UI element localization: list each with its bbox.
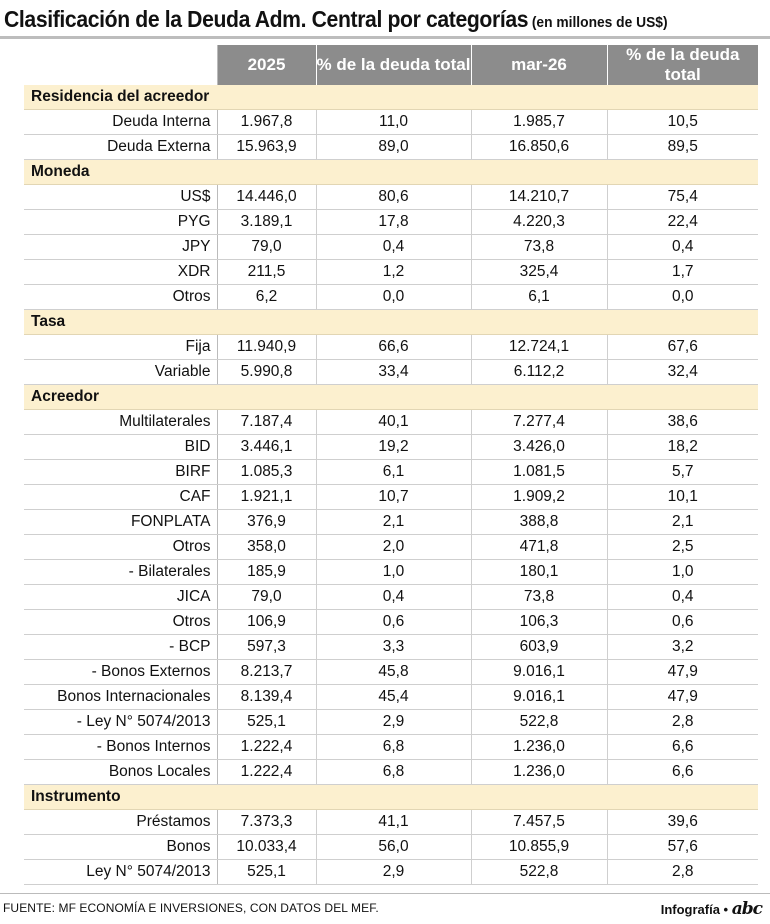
table-cell: 6,6: [607, 735, 758, 760]
table-cell: 38,6: [607, 410, 758, 435]
section-heading: Acreedor: [24, 385, 758, 410]
row-label: Ley N° 5074/2013: [24, 860, 217, 885]
title-text: Clasificación de la Deuda Adm. Central por categorías: [4, 6, 529, 32]
title-divider: [0, 36, 770, 39]
table-cell: 12.724,1: [471, 335, 607, 360]
debt-table: [24, 45, 758, 885]
table-row: [24, 110, 758, 135]
credit: [661, 899, 762, 919]
table-cell: 211,5: [217, 260, 316, 285]
table-row: [24, 710, 758, 735]
table-cell: 4.220,3: [471, 210, 607, 235]
table-cell: 18,2: [607, 435, 758, 460]
table-cell: 1.909,2: [471, 485, 607, 510]
table-row: [24, 760, 758, 785]
table-cell: 1.222,4: [217, 735, 316, 760]
section-heading: Residencia del acreedor: [24, 85, 758, 110]
abc-logo: abc: [731, 899, 762, 919]
row-label: Bonos Locales: [24, 760, 217, 785]
table-cell: 6,1: [471, 285, 607, 310]
row-label: Variable: [24, 360, 217, 385]
table-cell: 10.033,4: [217, 835, 316, 860]
table-cell: 10,5: [607, 110, 758, 135]
table-cell: 8.139,4: [217, 685, 316, 710]
source-note: FUENTE: MF ECONOMÍA E INVERSIONES, CON DATOS DEL MEF.: [3, 901, 379, 915]
table-cell: 15.963,9: [217, 135, 316, 160]
table-cell: 522,8: [471, 710, 607, 735]
table-row: [24, 635, 758, 660]
table-cell: 1.985,7: [471, 110, 607, 135]
footer-divider: [0, 893, 770, 894]
footer: [0, 893, 770, 924]
table-cell: 0,0: [607, 285, 758, 310]
subtitle: (en millones de US$): [531, 14, 668, 31]
table-cell: 11,0: [316, 110, 471, 135]
table-cell: 89,5: [607, 135, 758, 160]
row-label: Deuda Externa: [24, 135, 217, 160]
table-cell: 325,4: [471, 260, 607, 285]
row-label: JICA: [24, 585, 217, 610]
row-label: Bonos: [24, 835, 217, 860]
table-cell: 3.189,1: [217, 210, 316, 235]
table-cell: 0,4: [316, 585, 471, 610]
table-row: [24, 410, 758, 435]
row-label: - Bonos Internos: [24, 735, 217, 760]
table-cell: 6,2: [217, 285, 316, 310]
table-cell: 7.373,3: [217, 810, 316, 835]
section-row: [24, 85, 758, 110]
table-cell: 32,4: [607, 360, 758, 385]
table-cell: 47,9: [607, 660, 758, 685]
table-cell: 73,8: [471, 235, 607, 260]
row-label: - Bilaterales: [24, 560, 217, 585]
column-header: mar-26: [471, 45, 607, 85]
table-row: [24, 135, 758, 160]
table-row: [24, 610, 758, 635]
row-label: BIRF: [24, 460, 217, 485]
table-cell: 14.210,7: [471, 185, 607, 210]
table-cell: 2,5: [607, 535, 758, 560]
table-cell: 2,8: [607, 860, 758, 885]
table-cell: 6,8: [316, 760, 471, 785]
table-cell: 180,1: [471, 560, 607, 585]
row-label: Otros: [24, 610, 217, 635]
header-row: [24, 45, 758, 85]
table-row: [24, 435, 758, 460]
table-cell: 9.016,1: [471, 685, 607, 710]
table-body: [24, 85, 758, 885]
page-title: [4, 6, 668, 33]
section-heading: Moneda: [24, 160, 758, 185]
table-cell: 1.921,1: [217, 485, 316, 510]
table-cell: 17,8: [316, 210, 471, 235]
row-label: FONPLATA: [24, 510, 217, 535]
table-cell: 6.112,2: [471, 360, 607, 385]
table-row: [24, 210, 758, 235]
table-row: [24, 285, 758, 310]
row-label: - Ley N° 5074/2013: [24, 710, 217, 735]
table-cell: 106,3: [471, 610, 607, 635]
table-cell: 0,4: [607, 585, 758, 610]
table-cell: 0,4: [607, 235, 758, 260]
table-cell: 11.940,9: [217, 335, 316, 360]
table-row: [24, 185, 758, 210]
table-cell: 603,9: [471, 635, 607, 660]
row-label: PYG: [24, 210, 217, 235]
section-row: [24, 785, 758, 810]
table-cell: 3.426,0: [471, 435, 607, 460]
table-cell: 73,8: [471, 585, 607, 610]
table-cell: 525,1: [217, 860, 316, 885]
table-cell: 2,1: [316, 510, 471, 535]
table-cell: 185,9: [217, 560, 316, 585]
table-cell: 358,0: [217, 535, 316, 560]
section-heading: Instrumento: [24, 785, 758, 810]
section-heading: Tasa: [24, 310, 758, 335]
table-cell: 8.213,7: [217, 660, 316, 685]
table-cell: 1,0: [607, 560, 758, 585]
table-cell: 33,4: [316, 360, 471, 385]
row-label: Préstamos: [24, 810, 217, 835]
table-cell: 14.446,0: [217, 185, 316, 210]
table-row: [24, 810, 758, 835]
row-label: - BCP: [24, 635, 217, 660]
table-cell: 10,1: [607, 485, 758, 510]
table-cell: 2,9: [316, 860, 471, 885]
table-cell: 1,0: [316, 560, 471, 585]
row-label: BID: [24, 435, 217, 460]
table-row: [24, 860, 758, 885]
row-label: Bonos Internacionales: [24, 685, 217, 710]
header-blank: [24, 45, 217, 85]
table-cell: 1.222,4: [217, 760, 316, 785]
title-bar: [0, 0, 770, 40]
table-row: [24, 560, 758, 585]
table-cell: 7.187,4: [217, 410, 316, 435]
section-row: [24, 310, 758, 335]
table-cell: 1.081,5: [471, 460, 607, 485]
table-cell: 6,8: [316, 735, 471, 760]
table-cell: 16.850,6: [471, 135, 607, 160]
table-cell: 2,1: [607, 510, 758, 535]
table-cell: 2,9: [316, 710, 471, 735]
table-cell: 3.446,1: [217, 435, 316, 460]
table-cell: 0,4: [316, 235, 471, 260]
row-label: XDR: [24, 260, 217, 285]
table-cell: 5.990,8: [217, 360, 316, 385]
table-cell: 1.236,0: [471, 735, 607, 760]
table-row: [24, 685, 758, 710]
table-cell: 1,2: [316, 260, 471, 285]
table-cell: 376,9: [217, 510, 316, 535]
table-cell: 2,8: [607, 710, 758, 735]
table-cell: 66,6: [316, 335, 471, 360]
section-row: [24, 385, 758, 410]
table-cell: 525,1: [217, 710, 316, 735]
table-row: [24, 585, 758, 610]
table-cell: 1.236,0: [471, 760, 607, 785]
table-cell: 471,8: [471, 535, 607, 560]
table-cell: 41,1: [316, 810, 471, 835]
table-cell: 2,0: [316, 535, 471, 560]
row-label: Multilaterales: [24, 410, 217, 435]
table-row: [24, 360, 758, 385]
table-cell: 7.457,5: [471, 810, 607, 835]
table-cell: 6,1: [316, 460, 471, 485]
table-cell: 75,4: [607, 185, 758, 210]
row-label: CAF: [24, 485, 217, 510]
row-label: JPY: [24, 235, 217, 260]
row-label: Otros: [24, 535, 217, 560]
table-cell: 10.855,9: [471, 835, 607, 860]
table-cell: 57,6: [607, 835, 758, 860]
table-cell: 388,8: [471, 510, 607, 535]
table-cell: 9.016,1: [471, 660, 607, 685]
table-row: [24, 260, 758, 285]
table-cell: 3,3: [316, 635, 471, 660]
table-cell: 47,9: [607, 685, 758, 710]
table-cell: 45,8: [316, 660, 471, 685]
table-cell: 6,6: [607, 760, 758, 785]
table-cell: 5,7: [607, 460, 758, 485]
section-row: [24, 160, 758, 185]
table-row: [24, 485, 758, 510]
row-label: Otros: [24, 285, 217, 310]
table-cell: 45,4: [316, 685, 471, 710]
table-cell: 7.277,4: [471, 410, 607, 435]
table-cell: 3,2: [607, 635, 758, 660]
table-cell: 22,4: [607, 210, 758, 235]
table-row: [24, 510, 758, 535]
row-label: Deuda Interna: [24, 110, 217, 135]
table-row: [24, 835, 758, 860]
column-header: % de la deuda total: [316, 45, 471, 85]
column-header: % de la deuda total: [607, 45, 758, 85]
table-cell: 79,0: [217, 585, 316, 610]
table-cell: 40,1: [316, 410, 471, 435]
row-label: US$: [24, 185, 217, 210]
table-cell: 522,8: [471, 860, 607, 885]
table-cell: 10,7: [316, 485, 471, 510]
table-cell: 89,0: [316, 135, 471, 160]
row-label: Fija: [24, 335, 217, 360]
table-cell: 80,6: [316, 185, 471, 210]
table-cell: 79,0: [217, 235, 316, 260]
credit-text: Infografía •: [660, 902, 729, 917]
table-row: [24, 335, 758, 360]
table-cell: 597,3: [217, 635, 316, 660]
table-cell: 0,6: [316, 610, 471, 635]
table-cell: 39,6: [607, 810, 758, 835]
table-cell: 0,0: [316, 285, 471, 310]
table-cell: 56,0: [316, 835, 471, 860]
table-cell: 1.085,3: [217, 460, 316, 485]
column-header: 2025: [217, 45, 316, 85]
table-row: [24, 535, 758, 560]
table-row: [24, 235, 758, 260]
table-row: [24, 460, 758, 485]
table-cell: 0,6: [607, 610, 758, 635]
table-cell: 1,7: [607, 260, 758, 285]
table-cell: 19,2: [316, 435, 471, 460]
row-label: - Bonos Externos: [24, 660, 217, 685]
table-cell: 106,9: [217, 610, 316, 635]
table-row: [24, 660, 758, 685]
table-cell: 1.967,8: [217, 110, 316, 135]
table-cell: 67,6: [607, 335, 758, 360]
table-row: [24, 735, 758, 760]
